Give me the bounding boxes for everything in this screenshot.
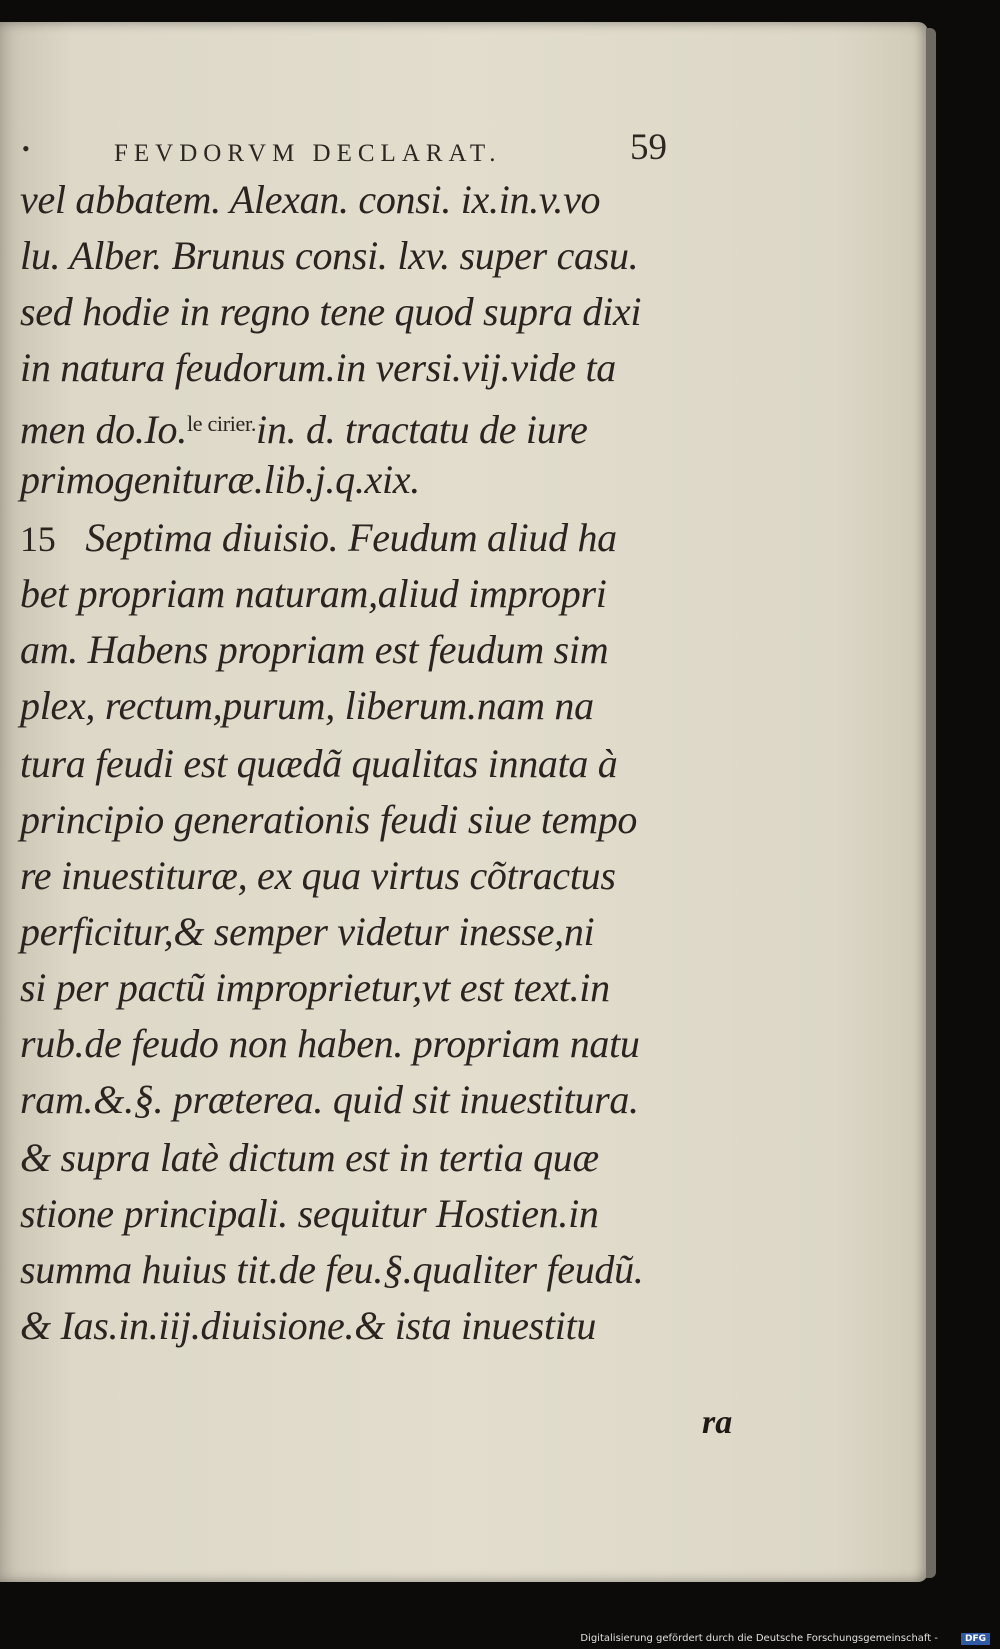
header-dot: • [22, 136, 30, 161]
page-header [22, 122, 682, 172]
book-page [0, 22, 928, 1582]
text-fragment: Septima diuisio. Feudum aliud ha [85, 515, 617, 560]
dfg-logo: DFG [961, 1633, 990, 1645]
text-line [20, 396, 740, 458]
text-line [20, 510, 740, 567]
text-line: plex, rectum,purum, liberum.nam na [20, 683, 594, 728]
text-line: & Ias.in.iij.diuisione.& ista inuestitu [20, 1303, 597, 1348]
text-line: vel abbatem. Alexan. consi. ix.in.v.vo [20, 177, 601, 222]
text-line: in natura feudorum.in versi.vij.vide ta [20, 345, 616, 390]
text-fragment: men do.Io. [20, 407, 187, 452]
text-line: & supra latè dictum est in tertia quæ [20, 1135, 599, 1180]
text-line: summa huius tit.de feu.§.qualiter feudũ. [20, 1247, 644, 1292]
text-line: principio generationis feudi siue tempo [20, 797, 638, 842]
text-line: si per pactũ improprietur,vt est text.in [20, 965, 610, 1010]
text-line: primogenituræ.lib.j.q.xix. [20, 457, 420, 502]
margin-number: 15 [20, 519, 56, 559]
footer-bar [0, 1627, 1000, 1649]
text-line: sed hodie in regno tene quod supra dixi [20, 289, 642, 334]
folio-number: 59 [630, 127, 667, 168]
text-line: perficitur,& semper videtur inesse,ni [20, 909, 595, 954]
text-line: tura feudi est quædã qualitas innata à [20, 741, 618, 786]
text-line: am. Habens propriam est feudum sim [20, 627, 609, 672]
text-line: bet propriam naturam,aliud impropri [20, 571, 607, 616]
text-line: stione principali. sequitur Hostien.in [20, 1191, 599, 1236]
text-line: ram.&.§. præterea. quid sit inuestitura. [20, 1077, 639, 1122]
small-roman-insert: le cirier. [186, 411, 257, 436]
text-fragment: in. d. tractatu de iure [256, 407, 588, 452]
text-line: lu. Alber. Brunus consi. lxv. super casu. [20, 233, 639, 278]
page-edge [926, 28, 936, 1578]
running-title: FEVDORVM DECLARAT. [114, 140, 502, 167]
text-line: re inuestituræ, ex qua virtus cõtractus [20, 853, 616, 898]
text-line: rub.de feudo non haben. propriam natu [20, 1021, 640, 1066]
catchword: ra [702, 1404, 733, 1441]
funding-credit: Digitalisierung gefördert durch die Deutsche Forschungsgemeinschaft - [580, 1633, 938, 1644]
